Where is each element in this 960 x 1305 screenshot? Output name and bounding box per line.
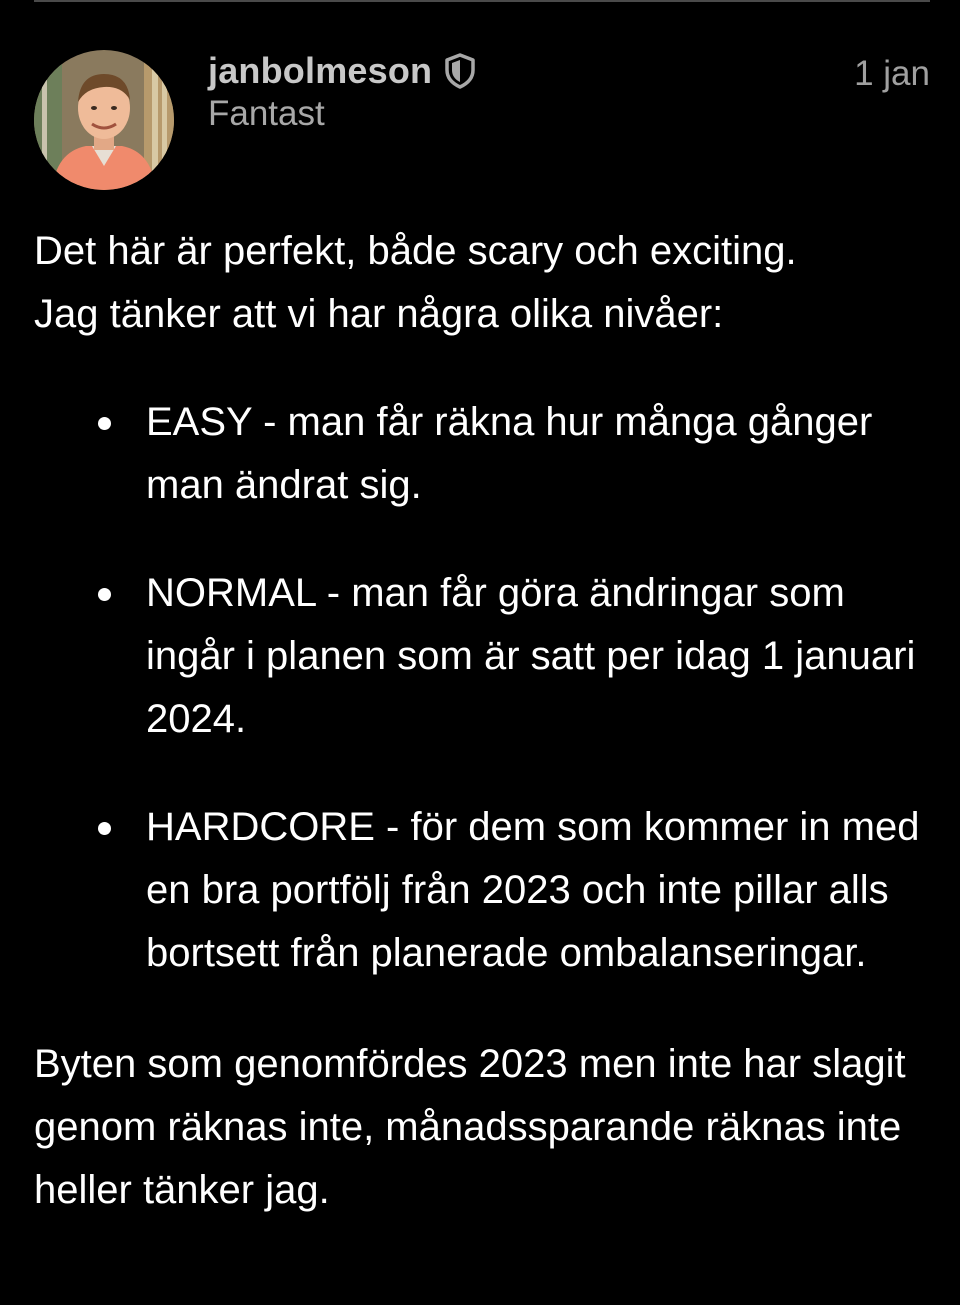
top-divider: [34, 0, 930, 2]
list-item: [146, 796, 930, 985]
shield-icon: [444, 53, 476, 89]
bullet-icon: [98, 822, 111, 835]
closing-paragraph: Byten som genomfördes 2023 men inte har slagit genom räknas inte, månadssparande räknas inte heller tänker jag.: [34, 1042, 906, 1212]
post-header: [34, 50, 930, 190]
user-meta: [208, 50, 476, 134]
bullet-icon: [98, 417, 111, 430]
intro-paragraph: [34, 220, 930, 346]
level-list: [34, 391, 930, 985]
intro-line-1: Det här är perfekt, både scary och exciting.: [34, 229, 797, 273]
bullet-icon: [98, 588, 111, 601]
user-title: Fantast: [208, 94, 325, 133]
intro-line-2: Jag tänker att vi har några olika nivåer:: [34, 292, 724, 336]
list-item-text: NORMAL - man får göra ändringar som ingår i planen som är satt per idag 1 januari 2024.: [146, 571, 916, 741]
post-date[interactable]: 1 jan: [854, 54, 930, 93]
username-link[interactable]: janbolmeson: [208, 50, 433, 91]
list-item-text: EASY - man får räkna hur många gånger man ändrat sig.: [146, 400, 873, 507]
post-body: [34, 220, 930, 1222]
avatar[interactable]: [34, 50, 174, 190]
username-row: [208, 50, 476, 92]
avatar-photo-icon: [34, 50, 174, 190]
list-item: [146, 562, 930, 751]
list-item-text: HARDCORE - för dem som kommer in med en bra portfölj från 2023 och inte pillar alls bortsett från planerade ombalanseringar.: [146, 805, 920, 975]
list-item: [146, 391, 930, 517]
